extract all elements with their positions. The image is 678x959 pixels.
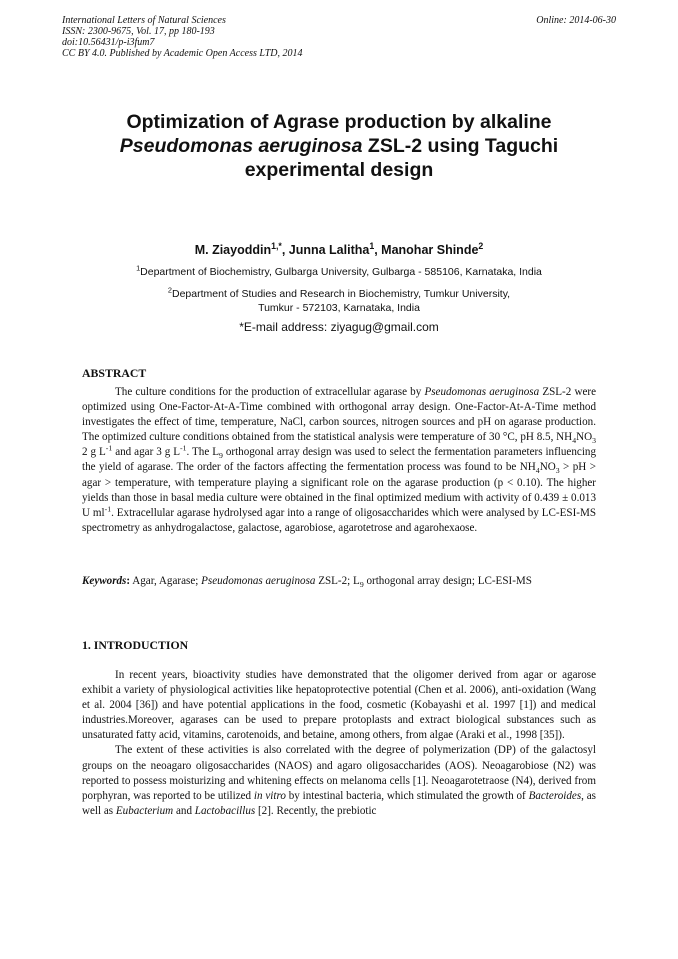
citation-block (62, 15, 616, 59)
intro-paragraph-1: In recent years, bioactivity studies have demonstrated that the oligomer derived from agar or agarose exhibit a variety of physiological activities like hepatoprotective potential (Chen et al. 2006), anti-oxidation (Wang et al. 2004 [36]) and have potential applications in the food, cosmetic (Kobayashi et al. 1997 [1]) and medical industries.Moreover, agarases can be used to prepare protoplasts and extract biological substances such as unsaturated fatty acid, vitamins, carotenoids, and betaine, among others, from algae (Araki et al., 1998 [35]). (82, 669, 596, 742)
affiliation-2 (60, 287, 618, 315)
author-2: Junna Lalitha (288, 243, 370, 257)
title-line-3: experimental design (244, 159, 434, 181)
affiliation-2-text-line-2: Tumkur - 572103, Karnataka, India (258, 302, 420, 314)
license-line: CC BY 4.0. Published by Academic Open Access LTD, 2014 (62, 48, 303, 59)
author-1: M. Ziayoddin (194, 243, 272, 257)
title-line-2 (60, 134, 618, 158)
title-line-1: Optimization of Agrase production by alkaline (126, 111, 552, 133)
online-date: Online: 2014-06-30 (536, 15, 616, 26)
affiliation-2-marker: 2 (167, 285, 172, 295)
doi-line: doi:10.56431/p-i3fum7 (62, 37, 155, 48)
keywords-label: Keywords (82, 575, 127, 587)
affiliation-1-text: Department of Biochemistry, Gulbarga University, Gulbarga - 585106, Karnataka, India (140, 266, 542, 278)
author-separator: , (374, 243, 382, 257)
author-3-affil: 2 (478, 240, 484, 251)
keyword-organism: Pseudomonas aeruginosa (201, 575, 316, 587)
organism-name: Pseudomonas aeruginosa (424, 386, 540, 398)
intro-paragraph-2: The extent of these activities is also correlated with the degree of polymerization (DP) of the galactosyl groups on the neoagaro oligosaccharides (NAOS) and agaro oligosaccharides (AOS). Neoagarobiose (N2) was reported to possess moisturizing and whitening effects on melanoma cells [1]. Neoagarotetraose (N4), derived from porphyran, was reported to be utilized in vitro by intestinal bacteria, which stimulated the growth of Bacteroides, as well as Eubacterium and Lactobacillus [2]. Recently, the prebiotic (82, 744, 596, 817)
affiliation-2-text: Department of Studies and Research in Biochemistry, Tumkur University, (172, 288, 511, 300)
title-organism: Pseudomonas aeruginosa (119, 135, 363, 157)
issn-line: ISSN: 2300-9675, Vol. 17, pp 180-193 (62, 26, 215, 37)
author-separator: , (281, 243, 289, 257)
introduction-body (82, 668, 596, 819)
abstract-heading: ABSTRACT (82, 366, 147, 380)
journal-name: International Letters of Natural Sciences (62, 15, 226, 26)
author-2-affil: 1 (369, 240, 375, 251)
title-line-2-rest: ZSL-2 using Taguchi (362, 135, 559, 157)
affiliation-1 (60, 265, 618, 279)
corresponding-email: *E-mail address: ziyagug@gmail.com (239, 320, 439, 334)
affiliation-1-marker: 1 (136, 263, 141, 273)
keywords-line: Keywords: Agar, Agarase; Pseudomonas aeruginosa ZSL-2; $L_9$ orthogonal array design; LC-ESI-MS (82, 575, 532, 590)
author-list (60, 240, 618, 257)
author-1-affil: 1,* (271, 240, 282, 251)
paper-title (60, 110, 618, 182)
abstract-body: The culture conditions for the production of extracellular agarase by Pseudomonas aeruginosa ZSL-2 were optimized using One-Factor-At-A-Time combined with orthogonal array design. One-Factor-At-A-Time method investigates the effect of time, temperature, NaCl, carbon sources, nitrogen sources and pH on agarase production. The optimized culture conditions obtained from the statistical analysis were temperature of 30 °C, pH 8.5, $NH_4NO_3$ 2 g $L^{-1}$ and agar 3 g $L^{-1}$. The $L_9$ orthogonal array design was used to select the fermentation parameters influencing the yield of agarase. The order of the factors affecting the fermentation process was found to be $NH_4NO_3$ > pH > agar > temperature, with temperature playing a significant role on the agarase production (p < 0.10). The higher yields than those in basal media culture were obtained in the final optimized medium with activity of 0.439 ± 0.013 U $ml^{-1}$. Extracellular agarase hydrolysed agar into a range of oligosaccharides which were analysed by LC-ESI-MS spectrometry as anhydrogalactose, galactose, agarobiose, agarotetrose and agarohexaose. (82, 386, 597, 534)
author-3: Manohar Shinde (381, 243, 479, 257)
running-header (62, 15, 616, 59)
introduction-heading: 1. INTRODUCTION (82, 638, 189, 652)
